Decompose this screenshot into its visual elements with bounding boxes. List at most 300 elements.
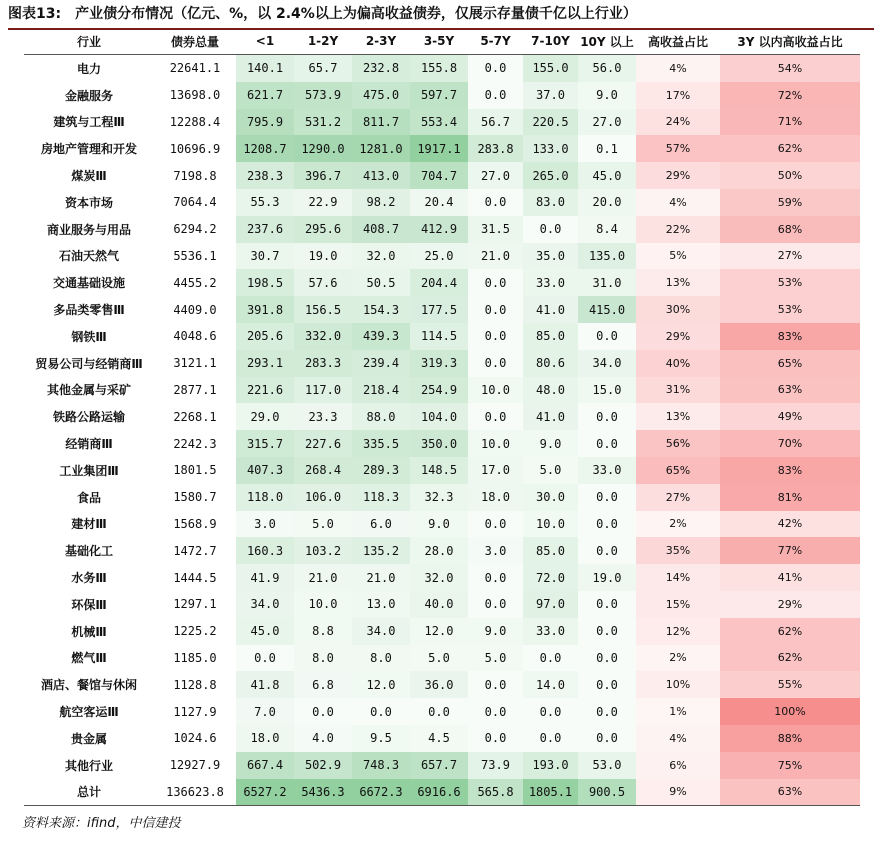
- value-cell: 0.0: [578, 725, 636, 752]
- value-cell: 283.8: [468, 135, 523, 162]
- value-cell: 2%: [636, 645, 720, 672]
- value-cell: 56.7: [468, 109, 523, 136]
- industry-cell: 建材Ⅲ: [71, 517, 107, 532]
- column-header: 1-2Y: [294, 28, 352, 55]
- value-cell: 0.0: [468, 323, 523, 350]
- value-cell: 23.3: [294, 403, 352, 430]
- table-row: [24, 698, 860, 725]
- value-cell: 204.4: [410, 269, 468, 296]
- value-cell: 10.0: [468, 430, 523, 457]
- value-cell: 657.7: [410, 752, 468, 779]
- value-cell: 335.5: [352, 430, 410, 457]
- value-cell: 136623.8: [154, 779, 236, 806]
- value-cell: 0.1: [578, 135, 636, 162]
- value-cell: 0.0: [578, 645, 636, 672]
- value-cell: 114.5: [410, 323, 468, 350]
- industry-cell: 工业集团Ⅲ: [59, 463, 119, 478]
- column-header: 5-7Y: [468, 28, 523, 55]
- value-cell: 62%: [720, 645, 860, 672]
- value-cell: 0.0: [468, 403, 523, 430]
- industry-cell: 交通基础设施: [52, 276, 125, 291]
- value-cell: 29%: [636, 323, 720, 350]
- value-cell: 33.0: [523, 618, 578, 645]
- value-cell: 135.0: [578, 243, 636, 270]
- table-row: [24, 752, 860, 779]
- value-cell: 218.4: [352, 377, 410, 404]
- value-cell: 20.4: [410, 189, 468, 216]
- value-cell: 293.1: [236, 350, 294, 377]
- value-cell: 1185.0: [173, 650, 217, 665]
- table-row: [24, 55, 860, 82]
- value-cell: 0.0: [236, 645, 294, 672]
- value-cell: 0.0: [468, 55, 523, 82]
- value-cell: 0.0: [523, 698, 578, 725]
- value-cell: 198.5: [236, 269, 294, 296]
- value-cell: 565.8: [468, 779, 523, 806]
- industry-cell: 煤炭Ⅲ: [71, 169, 107, 184]
- value-cell: 9%: [636, 779, 720, 806]
- value-cell: 15%: [636, 591, 720, 618]
- value-cell: 621.7: [236, 82, 294, 109]
- value-cell: 80.6: [523, 350, 578, 377]
- value-cell: 10696.9: [169, 141, 221, 156]
- value-cell: 22.9: [294, 189, 352, 216]
- value-cell: 8.0: [294, 645, 352, 672]
- value-cell: 900.5: [578, 779, 636, 806]
- value-cell: 12.0: [410, 618, 468, 645]
- value-cell: 0.0: [578, 484, 636, 511]
- value-cell: 502.9: [294, 752, 352, 779]
- value-cell: 4%: [636, 189, 720, 216]
- value-cell: 50.5: [352, 269, 410, 296]
- industry-cell: 电力: [76, 61, 101, 76]
- value-cell: 315.7: [236, 430, 294, 457]
- value-cell: 73.9: [468, 752, 523, 779]
- value-cell: 104.0: [410, 403, 468, 430]
- value-cell: 4.5: [410, 725, 468, 752]
- table-row: [24, 216, 860, 243]
- value-cell: 1225.2: [173, 624, 217, 639]
- table-row: [24, 323, 860, 350]
- value-cell: 332.0: [294, 323, 352, 350]
- table-row: [24, 618, 860, 645]
- value-cell: 12%: [636, 618, 720, 645]
- value-cell: 0.0: [468, 82, 523, 109]
- value-cell: 100%: [720, 698, 860, 725]
- value-cell: 5.0: [523, 457, 578, 484]
- value-cell: 1024.6: [173, 731, 217, 746]
- value-cell: 704.7: [410, 162, 468, 189]
- value-cell: 8.0: [352, 645, 410, 672]
- value-cell: 9.0: [410, 511, 468, 538]
- value-cell: 13%: [636, 403, 720, 430]
- industry-cell: 铁路公路运输: [52, 410, 125, 425]
- table-row: [24, 189, 860, 216]
- value-cell: 0.0: [468, 591, 523, 618]
- value-cell: 62%: [720, 618, 860, 645]
- value-cell: 29%: [720, 591, 860, 618]
- column-header: 3-5Y: [410, 28, 468, 55]
- table-row: [24, 537, 860, 564]
- value-cell: 6%: [636, 752, 720, 779]
- value-cell: 33.0: [578, 457, 636, 484]
- value-cell: 227.6: [294, 430, 352, 457]
- value-cell: 83.0: [523, 189, 578, 216]
- value-cell: 135.2: [352, 537, 410, 564]
- value-cell: 412.9: [410, 216, 468, 243]
- value-cell: 28.0: [410, 537, 468, 564]
- value-cell: 19.0: [578, 564, 636, 591]
- value-cell: 32.0: [410, 564, 468, 591]
- value-cell: 36.0: [410, 671, 468, 698]
- value-cell: 4%: [636, 55, 720, 82]
- value-cell: 65.7: [294, 55, 352, 82]
- industry-cell: 贸易公司与经销商Ⅲ: [35, 356, 143, 371]
- value-cell: 0.0: [410, 698, 468, 725]
- value-cell: 31%: [636, 377, 720, 404]
- industry-cell: 资本市场: [64, 195, 113, 210]
- value-cell: 193.0: [523, 752, 578, 779]
- value-cell: 53.0: [578, 752, 636, 779]
- value-cell: 31.5: [468, 216, 523, 243]
- value-cell: 53%: [720, 269, 860, 296]
- figure-label: 图表13:: [8, 6, 62, 22]
- value-cell: 106.0: [294, 484, 352, 511]
- table-row: [24, 779, 860, 806]
- value-cell: 811.7: [352, 109, 410, 136]
- value-cell: 81%: [720, 484, 860, 511]
- value-cell: 22641.1: [169, 61, 221, 76]
- value-cell: 0.0: [523, 645, 578, 672]
- value-cell: 30%: [636, 296, 720, 323]
- value-cell: 77%: [720, 537, 860, 564]
- value-cell: 88%: [720, 725, 860, 752]
- value-cell: 30.7: [236, 243, 294, 270]
- value-cell: 13%: [636, 269, 720, 296]
- value-cell: 34.0: [578, 350, 636, 377]
- value-cell: 6.8: [294, 671, 352, 698]
- value-cell: 21.0: [352, 564, 410, 591]
- value-cell: 18.0: [236, 725, 294, 752]
- value-cell: 29.0: [236, 403, 294, 430]
- value-cell: 133.0: [523, 135, 578, 162]
- value-cell: 0.0: [468, 671, 523, 698]
- value-cell: 27.0: [578, 109, 636, 136]
- industry-cell: 机械Ⅲ: [71, 624, 107, 639]
- industry-cell: 建筑与工程Ⅲ: [53, 115, 125, 130]
- value-cell: 22%: [636, 216, 720, 243]
- industry-cell: 钢铁Ⅲ: [71, 329, 107, 344]
- table-row: [24, 82, 860, 109]
- value-cell: 59%: [720, 189, 860, 216]
- table-row: [24, 350, 860, 377]
- industry-cell: 经销商Ⅲ: [65, 437, 113, 452]
- value-cell: 0.0: [468, 698, 523, 725]
- value-cell: 72.0: [523, 564, 578, 591]
- value-cell: 37.0: [523, 82, 578, 109]
- value-cell: 7064.4: [173, 195, 217, 210]
- value-cell: 0.0: [468, 725, 523, 752]
- value-cell: 0.0: [578, 511, 636, 538]
- value-cell: 25.0: [410, 243, 468, 270]
- value-cell: 65%: [636, 457, 720, 484]
- value-cell: 56%: [636, 430, 720, 457]
- value-cell: 0.0: [468, 296, 523, 323]
- value-cell: 1580.7: [173, 490, 217, 505]
- value-cell: 239.4: [352, 350, 410, 377]
- value-cell: 53%: [720, 296, 860, 323]
- value-cell: 220.5: [523, 109, 578, 136]
- value-cell: 0.0: [294, 698, 352, 725]
- value-cell: 9.5: [352, 725, 410, 752]
- table-row: [24, 457, 860, 484]
- value-cell: 48.0: [523, 377, 578, 404]
- value-cell: 62%: [720, 135, 860, 162]
- column-header: 高收益占比: [636, 28, 720, 55]
- value-cell: 49%: [720, 403, 860, 430]
- value-cell: 7.0: [236, 698, 294, 725]
- value-cell: 475.0: [352, 82, 410, 109]
- value-cell: 1127.9: [173, 704, 217, 719]
- value-cell: 1297.1: [173, 597, 217, 612]
- value-cell: 83%: [720, 323, 860, 350]
- value-cell: 55%: [720, 671, 860, 698]
- source-note: 资料来源：ifind，中信建投: [22, 816, 181, 831]
- value-cell: 408.7: [352, 216, 410, 243]
- value-cell: 1290.0: [294, 135, 352, 162]
- value-cell: 83%: [720, 457, 860, 484]
- industry-cell: 基础化工: [64, 544, 113, 559]
- table-row: [24, 162, 860, 189]
- table-row: [24, 564, 860, 591]
- industry-cell: 金融服务: [64, 88, 113, 103]
- value-cell: 97.0: [523, 591, 578, 618]
- value-cell: 205.6: [236, 323, 294, 350]
- value-cell: 1917.1: [410, 135, 468, 162]
- value-cell: 30.0: [523, 484, 578, 511]
- value-cell: 41%: [720, 564, 860, 591]
- value-cell: 0.0: [468, 189, 523, 216]
- industry-cell: 水务Ⅲ: [71, 571, 107, 586]
- value-cell: 57%: [636, 135, 720, 162]
- industry-cell: 贵金属: [70, 731, 107, 746]
- value-cell: 35.0: [523, 243, 578, 270]
- value-cell: 45.0: [578, 162, 636, 189]
- value-cell: 0.0: [468, 511, 523, 538]
- value-cell: 85.0: [523, 537, 578, 564]
- value-cell: 289.3: [352, 457, 410, 484]
- value-cell: 140.1: [236, 55, 294, 82]
- value-cell: 238.3: [236, 162, 294, 189]
- value-cell: 27%: [720, 243, 860, 270]
- table-row: [24, 243, 860, 270]
- industry-cell: 酒店、餐馆与休闲: [40, 678, 137, 693]
- value-cell: 41.8: [236, 671, 294, 698]
- value-cell: 0.0: [578, 430, 636, 457]
- value-cell: 6294.2: [173, 222, 217, 237]
- value-cell: 71%: [720, 109, 860, 136]
- value-cell: 41.9: [236, 564, 294, 591]
- industry-cell: 环保Ⅲ: [71, 597, 107, 612]
- value-cell: 155.8: [410, 55, 468, 82]
- value-cell: 55.3: [236, 189, 294, 216]
- column-header: 10Y 以上: [578, 28, 636, 55]
- value-cell: 0.0: [578, 323, 636, 350]
- value-cell: 32.3: [410, 484, 468, 511]
- value-cell: 0.0: [578, 671, 636, 698]
- column-header: 7-10Y: [523, 28, 578, 55]
- value-cell: 268.4: [294, 457, 352, 484]
- value-cell: 75%: [720, 752, 860, 779]
- value-cell: 391.8: [236, 296, 294, 323]
- value-cell: 98.2: [352, 189, 410, 216]
- industry-cell: 航空客运Ⅲ: [59, 705, 119, 720]
- industry-cell: 商业服务与用品: [46, 222, 131, 237]
- value-cell: 5.0: [410, 645, 468, 672]
- value-cell: 531.2: [294, 109, 352, 136]
- table-row: [24, 484, 860, 511]
- value-cell: 12288.4: [169, 114, 221, 129]
- value-cell: 6527.2: [236, 779, 294, 806]
- value-cell: 2877.1: [173, 382, 217, 397]
- value-cell: 0.0: [468, 564, 523, 591]
- value-cell: 4048.6: [173, 329, 217, 344]
- value-cell: 56.0: [578, 55, 636, 82]
- value-cell: 667.4: [236, 752, 294, 779]
- value-cell: 34.0: [352, 618, 410, 645]
- value-cell: 439.3: [352, 323, 410, 350]
- industry-cell: 房地产管理和开发: [40, 142, 137, 157]
- value-cell: 232.8: [352, 55, 410, 82]
- value-cell: 27%: [636, 484, 720, 511]
- value-cell: 155.0: [523, 55, 578, 82]
- table-row: [24, 591, 860, 618]
- value-cell: 19.0: [294, 243, 352, 270]
- value-cell: 14%: [636, 564, 720, 591]
- value-cell: 21.0: [468, 243, 523, 270]
- value-cell: 5.0: [468, 645, 523, 672]
- value-cell: 0.0: [523, 216, 578, 243]
- value-cell: 350.0: [410, 430, 468, 457]
- table-row: [24, 430, 860, 457]
- value-cell: 17.0: [468, 457, 523, 484]
- value-cell: 70%: [720, 430, 860, 457]
- value-cell: 14.0: [523, 671, 578, 698]
- value-cell: 0.0: [468, 269, 523, 296]
- table-body: [24, 55, 860, 806]
- value-cell: 6.0: [352, 511, 410, 538]
- value-cell: 32.0: [352, 243, 410, 270]
- value-cell: 5436.3: [294, 779, 352, 806]
- value-cell: 103.2: [294, 537, 352, 564]
- figure-caption: 产业债分布情况（亿元、%，以 2.4%以上为偏高收益债券，仅展示存量债千亿以上行业）: [75, 6, 637, 22]
- value-cell: 5536.1: [173, 248, 217, 263]
- value-cell: 1444.5: [173, 570, 217, 585]
- value-cell: 1805.1: [523, 779, 578, 806]
- column-header: 行业: [24, 28, 154, 55]
- value-cell: 85.0: [523, 323, 578, 350]
- industry-cell: 食品: [76, 490, 101, 505]
- table-row: [24, 109, 860, 136]
- value-cell: 795.9: [236, 109, 294, 136]
- table-row: [24, 671, 860, 698]
- table-row: [24, 269, 860, 296]
- value-cell: 0.0: [578, 618, 636, 645]
- industry-cell: 燃气Ⅲ: [71, 651, 107, 666]
- value-cell: 65%: [720, 350, 860, 377]
- value-cell: 50%: [720, 162, 860, 189]
- value-cell: 573.9: [294, 82, 352, 109]
- value-cell: 20.0: [578, 189, 636, 216]
- value-cell: 9.0: [523, 430, 578, 457]
- value-cell: 45.0: [236, 618, 294, 645]
- value-cell: 88.0: [352, 403, 410, 430]
- value-cell: 5.0: [294, 511, 352, 538]
- value-cell: 0.0: [578, 698, 636, 725]
- value-cell: 1568.9: [173, 516, 217, 531]
- value-cell: 33.0: [523, 269, 578, 296]
- value-cell: 156.5: [294, 296, 352, 323]
- value-cell: 10.0: [468, 377, 523, 404]
- value-cell: 21.0: [294, 564, 352, 591]
- value-cell: 6672.3: [352, 779, 410, 806]
- value-cell: 118.0: [236, 484, 294, 511]
- value-cell: 748.3: [352, 752, 410, 779]
- value-cell: 40%: [636, 350, 720, 377]
- value-cell: 13.0: [352, 591, 410, 618]
- value-cell: 0.0: [578, 537, 636, 564]
- industry-cell: 其他行业: [64, 758, 113, 773]
- table-row: [24, 377, 860, 404]
- value-cell: 3.0: [468, 537, 523, 564]
- value-cell: 295.6: [294, 216, 352, 243]
- value-cell: 63%: [720, 779, 860, 806]
- value-cell: 118.3: [352, 484, 410, 511]
- column-header: 3Y 以内高收益占比: [720, 28, 860, 55]
- table-row: [24, 135, 860, 162]
- value-cell: 117.0: [294, 377, 352, 404]
- table-row: [24, 296, 860, 323]
- industry-cell: 其他金属与采矿: [46, 383, 131, 398]
- value-cell: 148.5: [410, 457, 468, 484]
- value-cell: 0.0: [578, 591, 636, 618]
- value-cell: 4%: [636, 725, 720, 752]
- value-cell: 13698.0: [169, 88, 221, 103]
- value-cell: 40.0: [410, 591, 468, 618]
- value-cell: 24%: [636, 109, 720, 136]
- value-cell: 177.5: [410, 296, 468, 323]
- value-cell: 415.0: [578, 296, 636, 323]
- table-row: [24, 725, 860, 752]
- value-cell: 4455.2: [173, 275, 217, 290]
- table-row: [24, 511, 860, 538]
- value-cell: 34.0: [236, 591, 294, 618]
- value-cell: 597.7: [410, 82, 468, 109]
- value-cell: 9.0: [468, 618, 523, 645]
- value-cell: 29%: [636, 162, 720, 189]
- value-cell: 407.3: [236, 457, 294, 484]
- value-cell: 0.0: [352, 698, 410, 725]
- value-cell: 1208.7: [236, 135, 294, 162]
- column-header: <1: [236, 28, 294, 55]
- value-cell: 2242.3: [173, 436, 217, 451]
- value-cell: 0.0: [468, 350, 523, 377]
- value-cell: 18.0: [468, 484, 523, 511]
- value-cell: 6916.6: [410, 779, 468, 806]
- industry-cell: 总计: [24, 779, 154, 806]
- value-cell: 68%: [720, 216, 860, 243]
- value-cell: 1128.8: [173, 677, 217, 692]
